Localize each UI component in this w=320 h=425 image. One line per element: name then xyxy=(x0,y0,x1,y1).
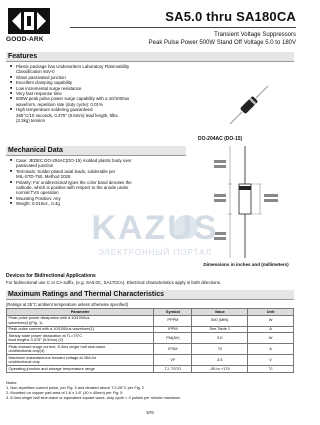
parameter-cell: Peak forward surge current, 8.3ms single half sine-wave unidirectional only(3) xyxy=(7,344,154,355)
diode-illustration xyxy=(224,80,274,130)
unit-cell: °C xyxy=(248,366,294,373)
feature-item-text: ■ High temperature soldering guaranteed: xyxy=(16,107,94,113)
column-header: Unit xyxy=(248,309,294,316)
mechanical-heading: Mechanical Data xyxy=(6,146,186,156)
feature-item-text: waveform, repetition rate (duty cycle): 0.01% xyxy=(16,101,103,107)
parameter-cell: Peak pulse power dissipation with a 10/1000us waveform(1)(Fig. 1) xyxy=(7,315,154,326)
table-header-row xyxy=(7,309,294,316)
note-item: 2. Mounted on copper pad area of 1.6 x 1.6" (40 x 40mm) per Fig. 5 xyxy=(6,390,123,395)
unit-cell: W xyxy=(248,333,294,344)
page-number: 576 xyxy=(146,410,154,415)
mechanical-item-text: ■ Mounting Position: Any xyxy=(16,195,61,201)
column-header: Parameter xyxy=(7,309,154,316)
notes-label: Notes: xyxy=(6,380,18,385)
mechanical-item xyxy=(10,180,195,196)
symbol-cell: PPPM xyxy=(154,315,192,326)
mechanical-item xyxy=(10,169,195,180)
feature-item-text: ■ Low incremental surge resistance xyxy=(16,85,82,91)
mechanical-item-text: MIL-STD-750, Method 2026 xyxy=(16,174,71,180)
notes xyxy=(6,380,294,400)
feature-item xyxy=(10,107,200,123)
value-cell: 3.0 xyxy=(192,333,248,344)
mechanical-item-text: ■ Terminals: Solder plated axial leads, solderable per xyxy=(16,168,116,174)
value-cell: 70 xyxy=(192,344,248,355)
value-cell: 3.5 xyxy=(192,355,248,366)
mechanical-item-text: cathode, which is positive with respect to the anode under xyxy=(16,185,129,191)
subtitle-device-type: Transient Voltage Suppressors xyxy=(214,32,296,38)
good-ark-logo xyxy=(8,8,50,34)
watermark-text: KAZUS xyxy=(91,209,219,247)
mechanical-item-text: normal TVS operation xyxy=(16,190,59,196)
parameter-cell: Peak pulse current with a 10/1000us waveform(1) xyxy=(7,326,154,333)
value-cell: 500 (MIN) xyxy=(192,315,248,326)
ratings-table-body xyxy=(7,315,294,372)
dimensions-caption: Dimensions in inches and (millimeters) xyxy=(203,262,289,267)
value-cell: See Table 1 xyxy=(192,326,248,333)
symbol-cell: VF xyxy=(154,355,192,366)
document-title: SA5.0 thru SA180CA xyxy=(165,9,296,24)
feature-item-text: ■ Plastic package has Underwriters Laboratory Flammability xyxy=(16,64,130,69)
feature-item-text: ■ Glass passivated junction xyxy=(16,74,66,80)
watermark-subtext: ЭЛЕКТРОННЫЙ ПОРТАЛ xyxy=(98,248,212,257)
value-cell: -55 to +175 xyxy=(192,366,248,373)
ratings-note: (Ratings at 25°C ambient temperature unless otherwise specified) xyxy=(6,302,129,307)
bidirectional-heading: Devices for Bidirectional Applications xyxy=(6,273,96,279)
mechanical-item xyxy=(10,158,195,169)
table-row xyxy=(7,326,294,333)
feature-item xyxy=(10,96,200,107)
bidirectional-text: For bidirectional use C or CA suffix, (e.g. SA5.0C, SA170CA). Electrical characteristics apply in both directions. xyxy=(6,280,222,285)
features-heading: Features xyxy=(6,52,294,62)
logo-text: GOOD-ARK xyxy=(6,36,44,43)
symbol-cell: IFSM xyxy=(154,344,192,355)
mechanical-list xyxy=(10,158,195,207)
unit-cell: A xyxy=(248,326,294,333)
parameter-cell: Steady state power dissipation at TL=75°C lead lengths 0.375" (9.5mm) (2) xyxy=(7,333,154,344)
symbol-cell: IPPM xyxy=(154,326,192,333)
mechanical-item-text: ■ Polarity: For unidirectional types the color band denotes the xyxy=(16,179,132,185)
feature-item-text: ■ Very fast response time xyxy=(16,91,62,97)
note-item: 3. 8.3ms single half sine-wave or equivalent square wave, duty cycle = 4 pulses per minute maximum xyxy=(6,395,181,400)
table-row xyxy=(7,344,294,355)
feature-item xyxy=(10,64,200,75)
feature-item-text: 265°C/10 seconds, 0.375" (9.5mm) lead length, 5lbs. xyxy=(16,112,119,118)
subtitle-ratings: Peak Pulse Power 500W Stand Off Voltage 5.0 to 180V xyxy=(148,40,296,46)
feature-item-text: Classification 94V-0 xyxy=(16,69,55,75)
package-label: DO-204AC (DO-15) xyxy=(198,136,243,142)
unit-cell: W xyxy=(248,315,294,326)
mechanical-item-text: ■ Weight: 0.015oz., 0.4g xyxy=(16,201,60,207)
note-item: 1. Non-repetitive current pulse, per Fig. 3 and derated above TJ=25°C per Fig. 2 xyxy=(6,385,145,390)
table-row xyxy=(7,315,294,326)
feature-item-text: ■ 500W peak pulse power surge capability with a 10/1000us xyxy=(16,96,130,102)
features-list xyxy=(10,64,200,123)
watermark xyxy=(70,205,240,265)
feature-item-text: ■ Excellent clamping capability xyxy=(16,80,73,86)
parameter-cell: Operating junction and storage temperature range xyxy=(7,366,154,373)
unit-cell: A xyxy=(248,344,294,355)
symbol-cell: PM(AV) xyxy=(154,333,192,344)
table-row xyxy=(7,355,294,366)
column-header: Value xyxy=(192,309,248,316)
column-header: Symbol xyxy=(154,309,192,316)
ratings-heading: Maximum Ratings and Thermal Characteristics xyxy=(6,290,294,300)
table-row xyxy=(7,366,294,373)
symbol-cell: TJ, TSTG xyxy=(154,366,192,373)
unit-cell: V xyxy=(248,355,294,366)
feature-item-text: (2.3kg) tension xyxy=(16,118,46,124)
mechanical-item-text: passivated junction xyxy=(16,163,54,169)
title-divider xyxy=(70,27,296,28)
mechanical-item-text: ■ Case: JEDEC DO-204AC(DO-15) molded plastic body over xyxy=(16,158,132,163)
parameter-cell: Maximum instantaneous forward voltage at 35A for unidirectional only xyxy=(7,355,154,366)
ratings-table xyxy=(6,308,294,373)
table-row xyxy=(7,333,294,344)
